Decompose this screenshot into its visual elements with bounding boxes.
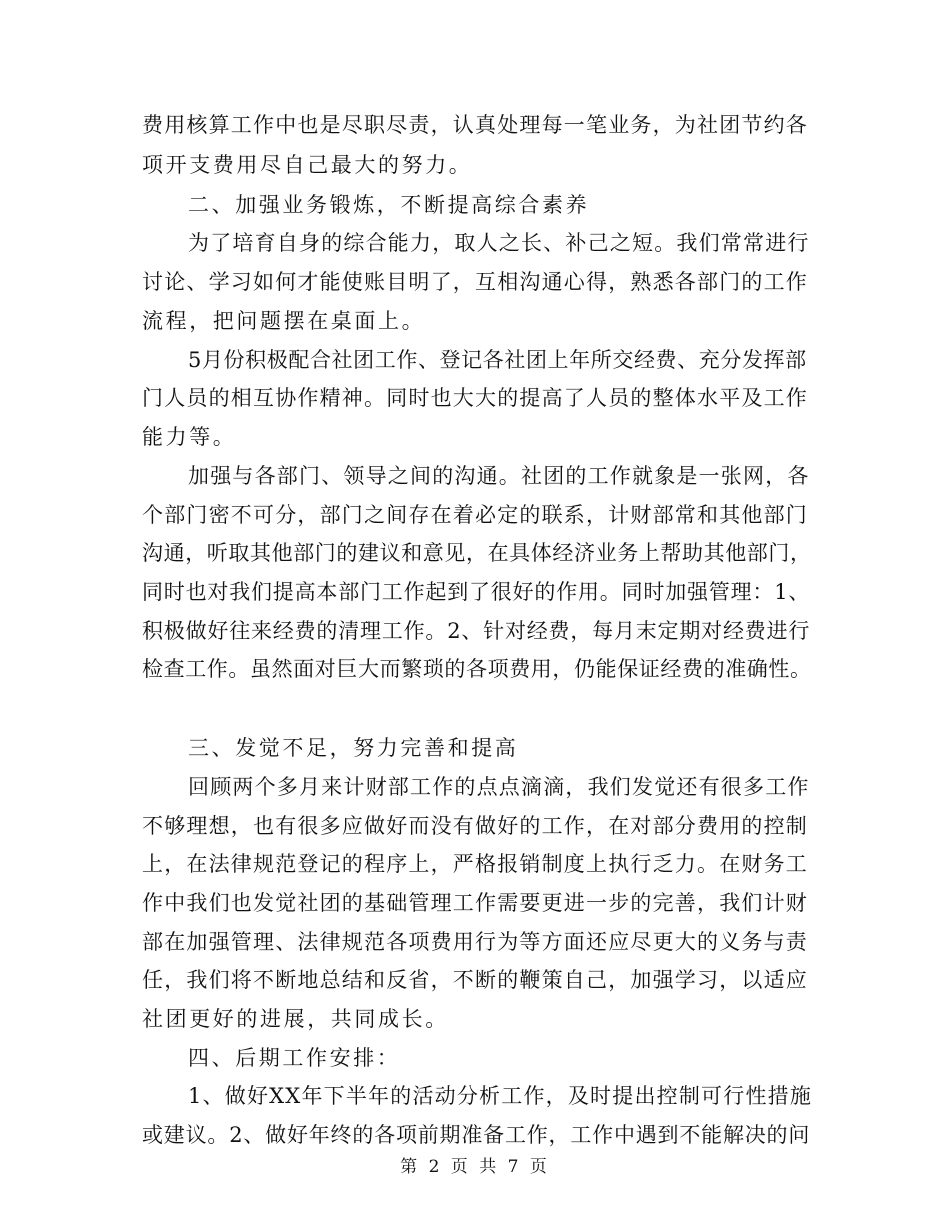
paragraph-line: 社团更好的进展，共同成长。 [142, 1007, 449, 1031]
paragraph-line: 5月份积极配合社团工作、登记各社团上年所交经费、充分发挥部 [188, 348, 807, 372]
paragraph-line: 讨论、学习如何才能使账目明了，互相沟通心得，熟悉各部门的工作 [142, 270, 808, 294]
paragraph-line: 检查工作。虽然面对巨大而繁琐的各项费用，仍能保证经费的准确性。 [142, 657, 812, 681]
paragraph-line: 加强与各部门、领导之间的沟通。社团的工作就象是一张网，各 [188, 464, 810, 488]
paragraph-line: 能力等。 [142, 425, 237, 449]
paragraph-line: 1、做好XX年下半年的活动分析工作，及时提出控制可行性措施 [188, 1084, 813, 1108]
paragraph-line: 同时也对我们提高本部门工作起到了很好的作用。同时加强管理：1、 [142, 580, 811, 604]
paragraph-line: 积极做好往来经费的清理工作。2、针对经费，每月末定期对经费进行 [142, 619, 811, 643]
paragraph-line: 个部门密不可分，部门之间存在着必定的联系，计财部常和其他部门 [142, 503, 808, 527]
paragraph-line: 不够理想，也有很多应做好而没有做好的工作，在对部分费用的控制 [142, 814, 808, 838]
paragraph-line: 为了培育自身的综合能力，取人之长、补己之短。我们常常进行 [188, 231, 810, 255]
paragraph-line: 沟通，听取其他部门的建议和意见，在具体经济业务上帮助其他部门， [142, 541, 812, 565]
paragraph-line: 项开支费用尽自己最大的努力。 [142, 153, 473, 177]
paragraph-line: 上，在法律规范登记的程序上，严格报销制度上执行乏力。在财务工 [142, 852, 808, 876]
section-heading: 三、发觉不足，努力完善和提高 [188, 736, 519, 760]
paragraph-line: 费用核算工作中也是尽职尽责，认真处理每一笔业务，为社团节约各 [142, 113, 808, 137]
paragraph-line: 流程，把问题摆在桌面上。 [142, 309, 426, 333]
page-number-footer: 第 2 页 共 7 页 [400, 1157, 550, 1177]
section-heading: 四、后期工作安排： [188, 1046, 401, 1070]
paragraph-line: 或建议。2、做好年终的各项前期准备工作，工作中遇到不能解决的问 [142, 1123, 811, 1147]
paragraph-line: 部在加强管理、法律规范各项费用行为等方面还应尽更大的义务与责 [142, 930, 808, 954]
paragraph-line: 门人员的相互协作精神。同时也大大的提高了人员的整体水平及工作 [142, 386, 808, 410]
section-heading: 二、加强业务锻炼，不断提高综合素养 [188, 193, 590, 217]
paragraph-line: 任，我们将不断地总结和反省，不断的鞭策自己，加强学习，以适应 [142, 968, 808, 992]
paragraph-line: 回顾两个多月来计财部工作的点点滴滴，我们发觉还有很多工作 [188, 775, 810, 799]
paragraph-line: 作中我们也发觉社团的基础管理工作需要更进一步的完善，我们计财 [142, 891, 808, 915]
